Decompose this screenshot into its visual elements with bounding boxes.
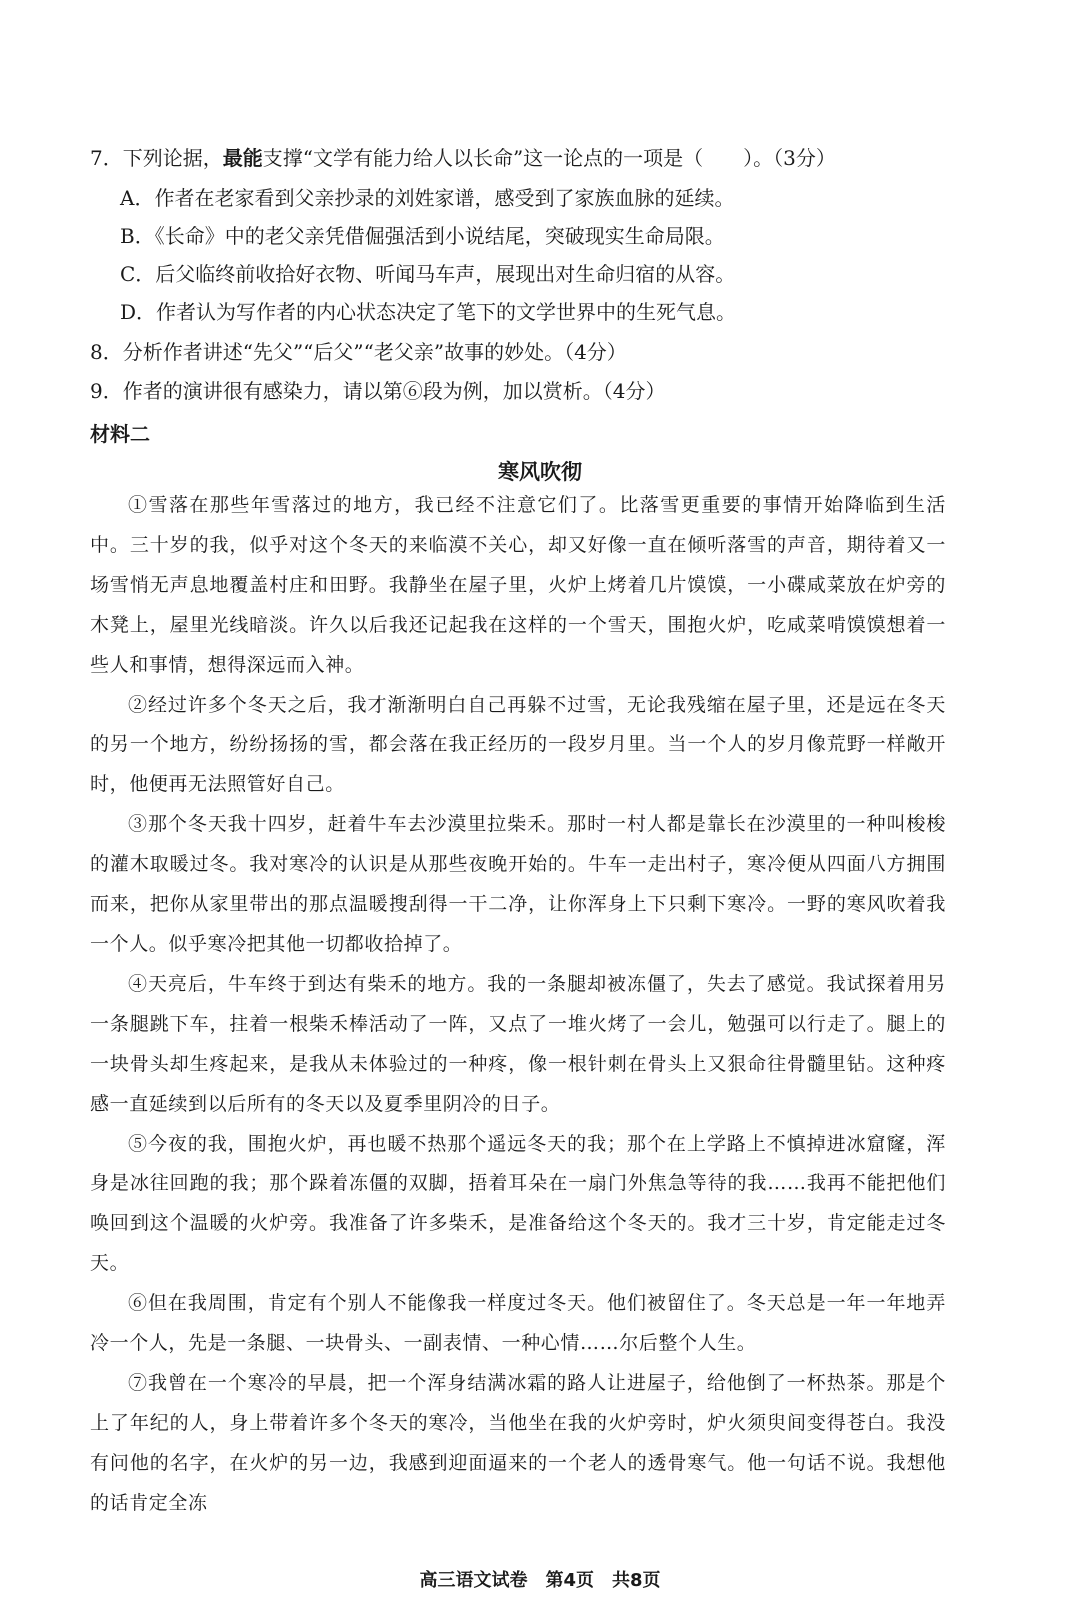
material-label: 材料二 xyxy=(90,422,150,446)
paragraph-2: ②经过许多个冬天之后，我才渐渐明白自己再躲不过雪，无论我残缩在屋子里，还是远在冬天的另一个地方，纷纷扬扬的雪，都会落在我正经历的一段岁月里。当一个人的岁月像荒野一样敞开时，他便再无法照管好自己。 xyxy=(90,693,946,796)
question-7-suffix: 支撑“文学有能力给人以长命”这一论点的一项是（ ）。（3分） xyxy=(262,146,836,170)
paragraph-5: ⑤今夜的我，围抱火炉，再也暖不热那个遥远冬天的我；那个在上学路上不慎掉进冰窟窿，浑身是冰往回跑的我；那个跺着冻僵的双脚，捂着耳朵在一扇门外焦急等待的我……我再不能把他们唤回到这个温暖的火炉旁。我准备了许多柴禾，是准备给这个冬天的。我才三十岁，肯定能走过冬天。 xyxy=(90,1132,946,1275)
article-body xyxy=(90,486,946,1524)
paragraph-3: ③那个冬天我十四岁，赶着牛车去沙漠里拉柴禾。那时一村人都是靠长在沙漠里的一种叫梭梭的灌木取暖过冬。我对寒冷的认识是从那些夜晚开始的。牛车一走出村子，寒冷便从四面八方拥围而来，把你从家里带出的那点温暖搜刮得一干二净，让你浑身上下只剩下寒冷。一野的寒风吹着我一个人。似乎寒冷把其他一切都收拾掉了。 xyxy=(90,813,946,955)
page-footer: 高三语文试卷 第4页 共8页 xyxy=(419,1570,661,1591)
question-7-option-a: A．作者在老家看到父亲抄录的刘姓家谱，感受到了家族血脉的延续。 xyxy=(120,186,735,210)
question-7-option-b: B．《长命》中的老父亲凭借倔强活到小说结尾，突破现实生命局限。 xyxy=(120,224,725,248)
question-7-emphasis: 最能 xyxy=(222,146,263,170)
question-9: 9．作者的演讲很有感染力，请以第⑥段为例，加以赏析。（4分） xyxy=(90,379,666,403)
paragraph-1: ①雪落在那些年雪落过的地方，我已经不注意它们了。比落雪更重要的事情开始降临到生活中。三十岁的我，似乎对这个冬天的来临漠不关心，却又好像一直在倾听落雪的声音，期待着又一场雪悄无声息地覆盖村庄和田野。我静坐在屋子里，火炉上烤着几片馍馍，一小碟咸菜放在炉旁的木凳上，屋里光线暗淡。许久以后我还记起我在这样的一个雪天，围抱火炉，吃咸菜啃馍馍想着一些人和事情，想得深远而入神。 xyxy=(90,494,946,676)
article-title: 寒风吹彻 xyxy=(498,460,582,484)
question-7-option-c: C．后父临终前收拾好衣物、听闻马车声，展现出对生命归宿的从容。 xyxy=(120,262,736,286)
paragraph-7: ⑦我曾在一个寒冷的早晨，把一个浑身结满冰霜的路人让进屋子，给他倒了一杯热茶。那是个上了年纪的人，身上带着许多个冬天的寒冷，当他坐在我的火炉旁时，炉火须臾间变得苍白。我没有问他的名字，在火炉的另一边，我感到迎面逼来的一个老人的透骨寒气。他一句话不说。我想他的话肯定全冻 xyxy=(90,1371,946,1514)
question-7 xyxy=(90,138,990,178)
paragraph-4: ④天亮后，牛车终于到达有柴禾的地方。我的一条腿却被冻僵了，失去了感觉。我试探着用另一条腿跳下车，拄着一根柴禾棒活动了一阵，又点了一堆火烤了一会儿，勉强可以行走了。腿上的一块骨头却生疼起来，是我从未体验过的一种疼，像一根针刺在骨头上又狠命往骨髓里钻。这种疼感一直延续到以后所有的冬天以及夏季里阴冷的日子。 xyxy=(90,972,946,1115)
paragraph-6: ⑥但在我周围，肯定有个别人不能像我一样度过冬天。他们被留住了。冬天总是一年一年地弄冷一个人，先是一条腿、一块骨头、一副表情、一种心情……尔后整个人生。 xyxy=(90,1292,946,1355)
question-7-option-d: D．作者认为写作者的内心状态决定了笔下的文学世界中的生死气息。 xyxy=(120,300,737,324)
question-7-prefix: 7．下列论据， xyxy=(90,146,223,170)
question-8: 8．分析作者讲述“先父”“后父”“老父亲”故事的妙处。（4分） xyxy=(90,340,627,364)
